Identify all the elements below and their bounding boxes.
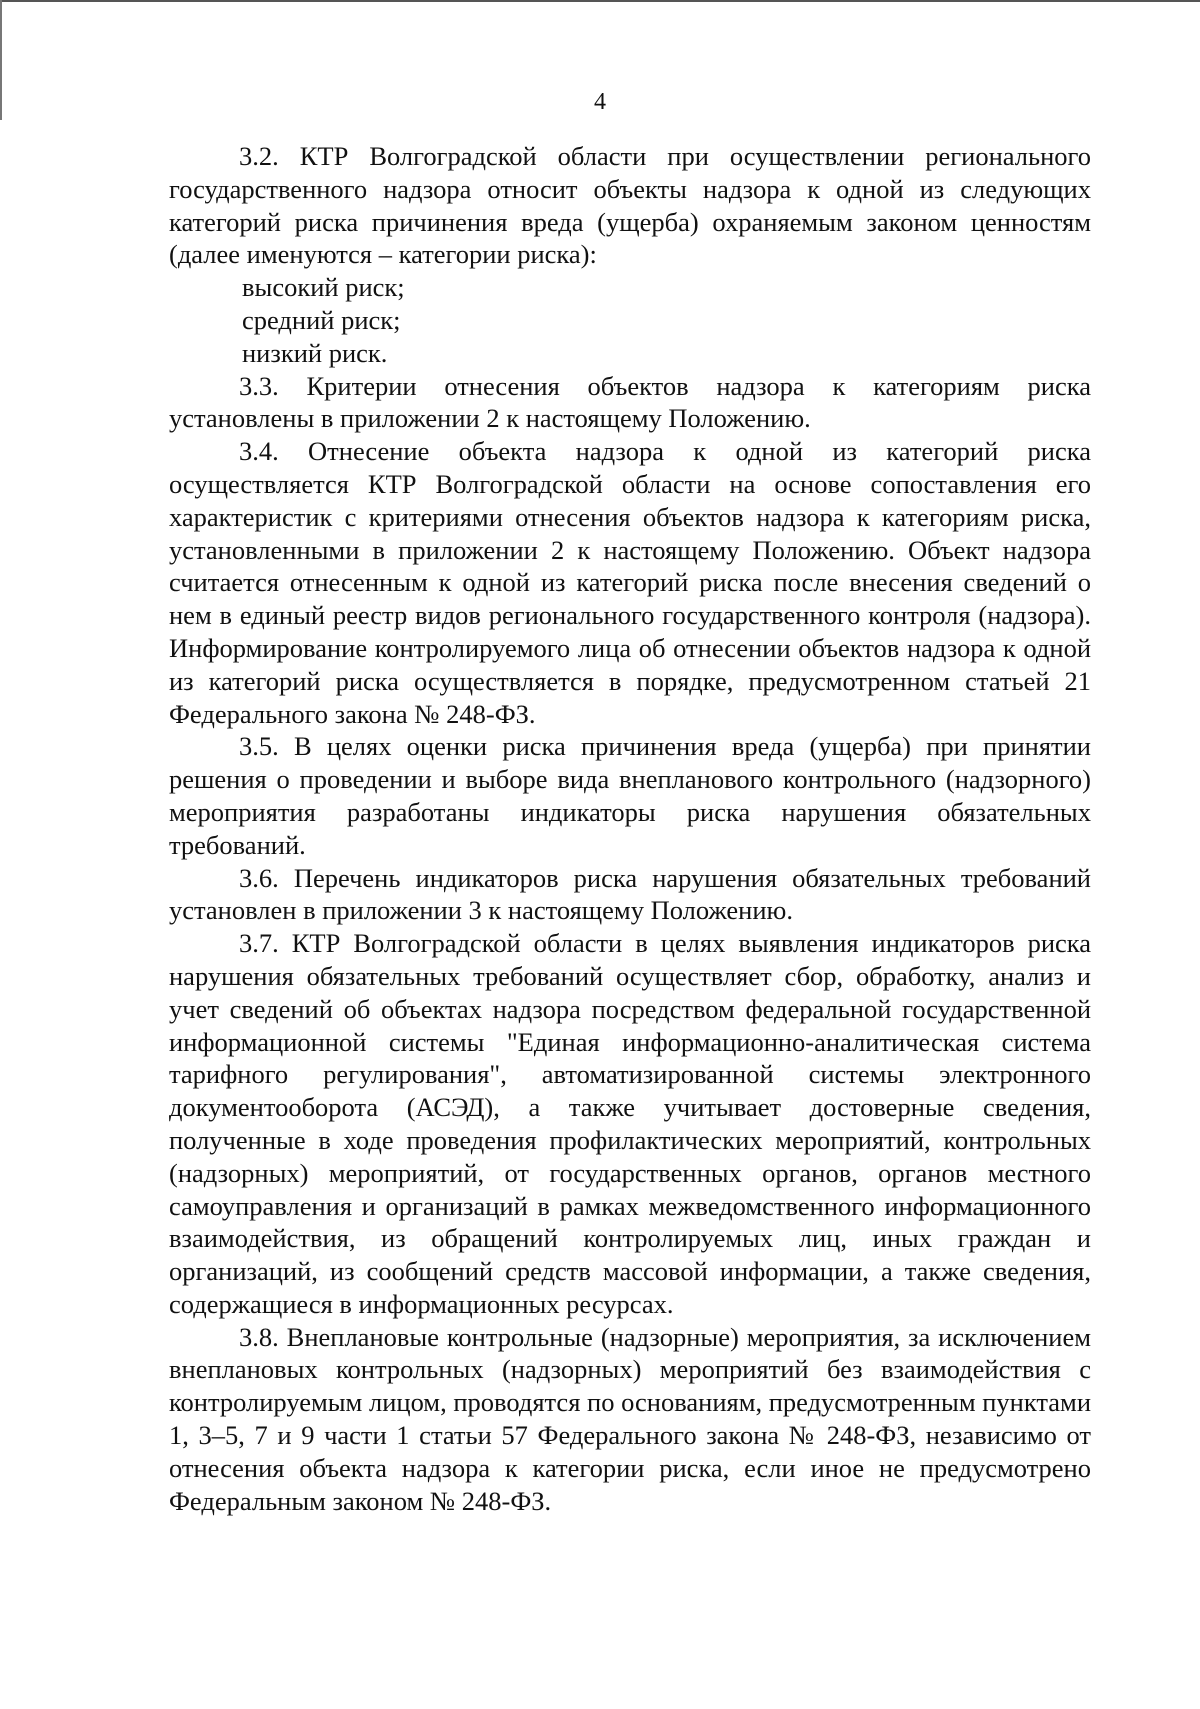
paragraph-3-7: 3.7. КТР Волгоградской области в целях выявления индикаторов риска нарушения обязательных требований осуществляет сбор, обработку, анализ и учет сведений об объектах надзора посредством федеральной государственной информационной системы "Единая информационно-аналитическая система тарифного регулирования", автоматизированной системы электронного документооборота (АСЭД), а также учитывает достоверные сведения, полученные в ходе проведения профилактических мероприятий, контрольных (надзорных) мероприятий, от государственных органов, органов местного самоуправления и организаций в рамках межведомственного информационного взаимодействия, из обращений контролируемых лиц, иных граждан и организаций, из сообщений средств массовой информации, а также сведения, содержащиеся в информационных ресурсах. [169,928,1091,1319]
paragraph-3-8: 3.8. Внеплановые контрольные (надзорные) мероприятия, за исключением внеплановых контрольных (надзорных) мероприятий без взаимодействия с контролируемым лицом, проводятся по основаниям, предусмотренным пунктами 1, 3–5, 7 и 9 части 1 статьи 57 Федерального закона № 248-ФЗ, независимо от отнесения объекта надзора к категории риска, если иное не предусмотрено Федеральным законом № 248-ФЗ. [169,1321,1091,1516]
document-body [169,140,1091,1517]
risk-category-high: высокий риск; [242,272,405,303]
paragraph-3-6: 3.6. Перечень индикаторов риска нарушения обязательных требований установлен в приложении 3 к настоящему Положению. [169,862,1091,926]
page-number: 4 [594,89,606,115]
risk-category-medium: средний риск; [242,304,401,335]
paragraph-3-5: 3.5. В целях оценки риска причинения вреда (ущерба) при принятии решения о проведении и выборе вида внепланового контрольного (надзорного) мероприятия разработаны индикаторы риска нарушения обязательных требований. [169,731,1091,860]
paragraph-3-2: 3.2. КТР Волгоградской области при осуществлении регионального государственного надзора относит объекты надзора к одной из следующих категорий риска причинения вреда (ущерба) охраняемым законом ценностям (далее именуются – категории риска): [169,141,1091,270]
scan-edge-top [0,0,1200,2]
paragraph-3-3: 3.3. Критерии отнесения объектов надзора к категориям риска установлены в приложении 2 к настоящему Положению. [169,370,1091,434]
paragraph-3-4: 3.4. Отнесение объекта надзора к одной из категорий риска осуществляется КТР Волгоградской области на основе сопоставления его характеристик с критериями отнесения объектов надзора к категориям риска, установленными в приложении 2 к настоящему Положению. Объект надзора считается отнесенным к одной из категорий риска после внесения сведений о нем в единый реестр видов регионального государственного контроля (надзора). Информирование контролируемого лица об отнесении объектов надзора к одной из категорий риска осуществляется в порядке, предусмотренном статьей 21 Федерального закона № 248-ФЗ. [169,436,1091,729]
risk-category-low: низкий риск. [242,337,388,368]
